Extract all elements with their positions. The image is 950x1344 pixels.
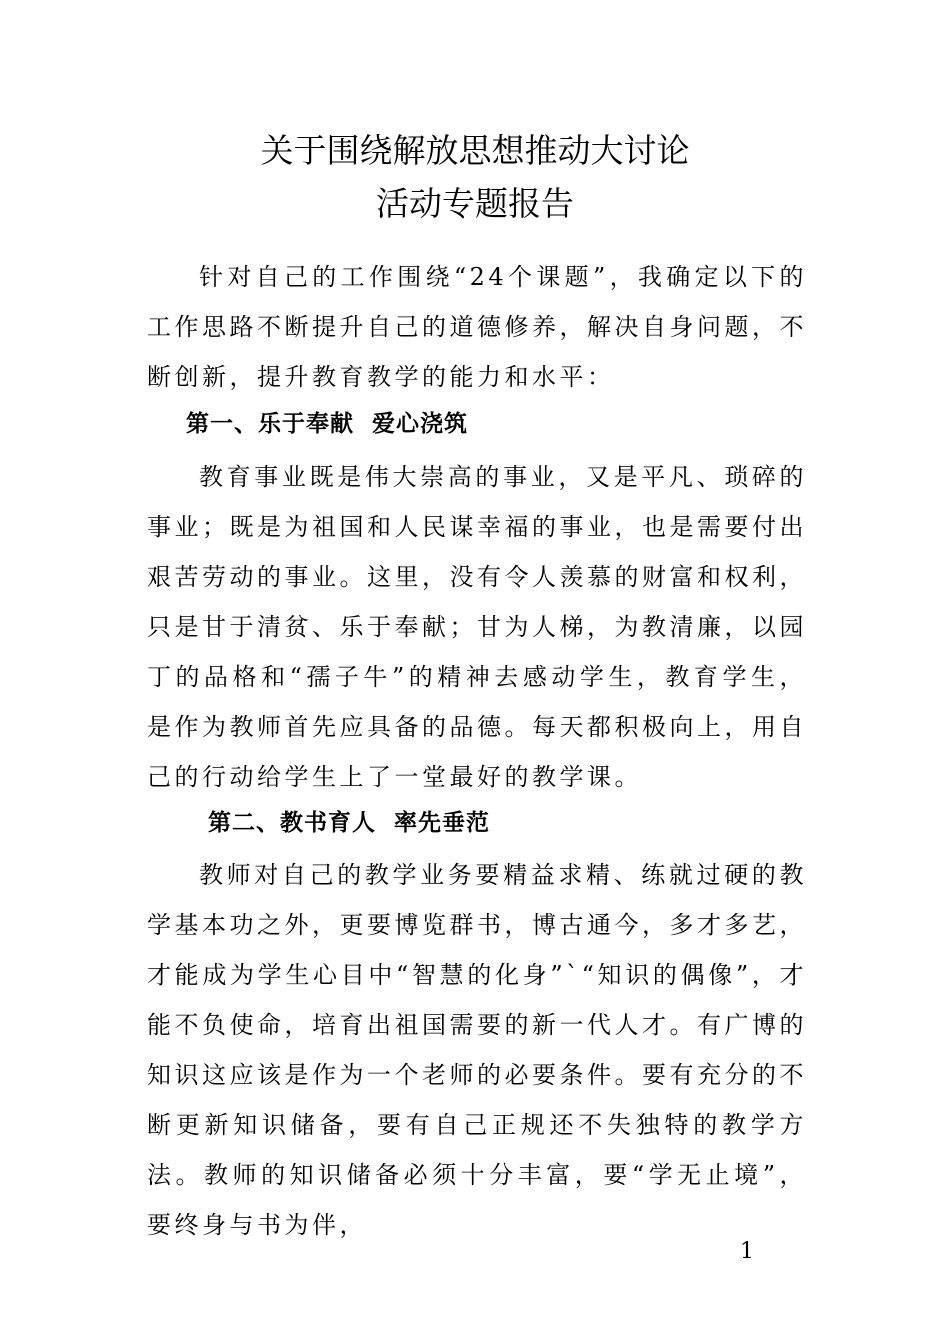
section-2-heading: 第二、教书育人 率先垂范 bbox=[208, 810, 491, 836]
section-1-heading: 第一、乐于奉献 爱心浇筑 bbox=[186, 411, 469, 437]
intro-paragraph: 针对自己的工作围绕“24个课题”，我确定以下的工作思路不断提升自己的道德修养，解决自身问题，不断创新，提升教育教学的能力和水平： bbox=[147, 263, 807, 391]
document-title-line-2: 活动专题报告 bbox=[376, 184, 574, 223]
section-2-paragraph: 教师对自己的教学业务要精益求精、练就过硬的教学基本功之外，更要博览群书，博古通今，多才多艺，才能成为学生心目中“智慧的化身”`“知识的偶像”，才能不负使命，培育出祖国需要的新一代人才。有广博的知识这应该是作为一个老师的必要条件。要有充分的不断更新知识储备，要有自己正规还不失独特的教学方法。教师的知识储备必须十分丰富，要“学无止境”，要终身与书为伴， bbox=[147, 861, 807, 1239]
page-number: 1 bbox=[740, 1239, 754, 1264]
section-1-paragraph: 教育事业既是伟大崇高的事业，又是平凡、琐碎的事业；既是为祖国和人民谋幸福的事业，也是需要付出艰苦劳动的事业。这里，没有令人羡慕的财富和权利，只是甘于清贫、乐于奉献；甘为人梯，为教清廉，以园丁的品格和“孺子牛”的精神去感动学生，教育学生，是作为教师首先应具备的品德。每天都积极向上，用自己的行动给学生上了一堂最好的教学课。 bbox=[147, 463, 807, 791]
document-title-line-1: 关于围绕解放思想推动大讨论 bbox=[260, 131, 690, 170]
